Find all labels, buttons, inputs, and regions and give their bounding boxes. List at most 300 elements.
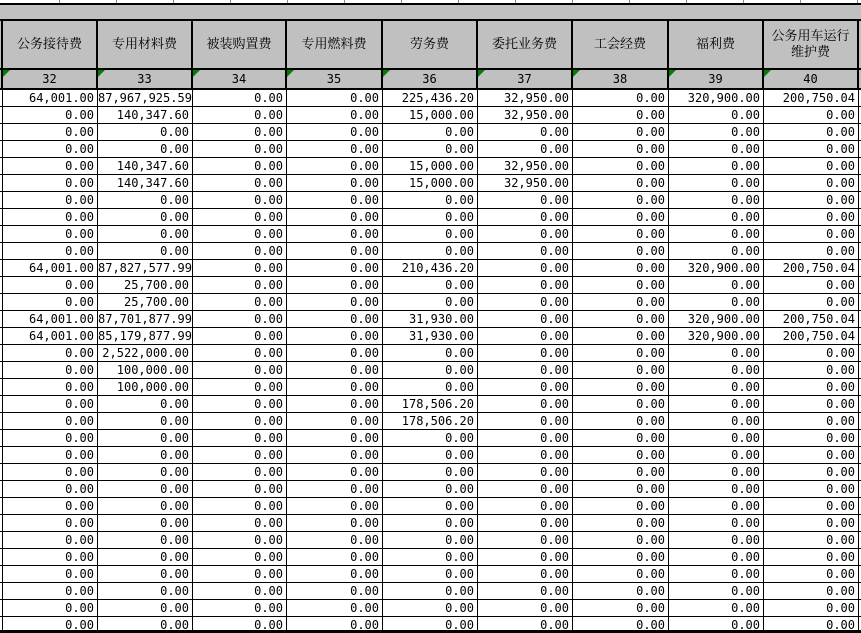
cell[interactable]: 0.00 <box>98 447 193 463</box>
cell[interactable]: 0.00 <box>478 600 573 616</box>
cell[interactable]: 0.00 <box>383 515 478 531</box>
cell[interactable]: 140,347.60 <box>98 175 193 191</box>
cell[interactable]: 0.00 <box>764 209 859 225</box>
cell[interactable]: 0.00 <box>764 141 859 157</box>
cell[interactable]: 0.00 <box>3 107 98 123</box>
cell[interactable]: 0.00 <box>669 294 764 310</box>
cell[interactable]: 0.00 <box>573 464 669 480</box>
cell[interactable]: 0.00 <box>573 549 669 565</box>
cell[interactable]: 0.00 <box>573 192 669 208</box>
cell[interactable]: 0.00 <box>669 362 764 378</box>
cell[interactable]: 0.00 <box>478 617 573 630</box>
cell[interactable]: 0.00 <box>764 277 859 293</box>
cell[interactable]: 0.00 <box>478 464 573 480</box>
cell[interactable]: 200,750.04 <box>764 311 859 327</box>
cell[interactable]: 0.00 <box>98 124 193 140</box>
cell[interactable]: 0.00 <box>98 566 193 582</box>
cell[interactable]: 0.00 <box>193 328 287 344</box>
cell[interactable]: 0.00 <box>98 583 193 599</box>
cell[interactable]: 0.00 <box>193 447 287 463</box>
cell[interactable]: 0.00 <box>3 617 98 630</box>
column-header[interactable]: 被装购置费 <box>193 21 287 68</box>
cell[interactable]: 0.00 <box>287 430 383 446</box>
cell[interactable]: 0.00 <box>287 617 383 630</box>
cell[interactable]: 0.00 <box>669 107 764 123</box>
cell[interactable]: 87,967,925.59 <box>98 91 192 105</box>
cell[interactable]: 0.00 <box>478 447 573 463</box>
cell[interactable]: 0.00 <box>383 617 478 630</box>
cell[interactable]: 0.00 <box>764 107 859 123</box>
cell[interactable]: 0.00 <box>478 583 573 599</box>
cell[interactable]: 0.00 <box>478 430 573 446</box>
cell[interactable]: 0.00 <box>573 532 669 548</box>
cell[interactable]: 0.00 <box>764 345 859 361</box>
cell[interactable]: 0.00 <box>478 124 573 140</box>
cell[interactable]: 0.00 <box>573 430 669 446</box>
cell[interactable]: 0.00 <box>193 175 287 191</box>
cell[interactable]: 200,750.04 <box>764 260 859 276</box>
column-code-cell[interactable] <box>573 70 669 88</box>
cell[interactable]: 0.00 <box>3 498 98 514</box>
cell[interactable]: 0.00 <box>193 617 287 630</box>
cell[interactable]: 0.00 <box>669 124 764 140</box>
cell[interactable]: 0.00 <box>573 260 669 276</box>
cell[interactable]: 0.00 <box>478 192 573 208</box>
cell[interactable]: 0.00 <box>383 192 478 208</box>
cell[interactable]: 0.00 <box>287 566 383 582</box>
cell[interactable]: 0.00 <box>573 107 669 123</box>
cell[interactable]: 0.00 <box>3 481 98 497</box>
cell[interactable]: 0.00 <box>193 379 287 395</box>
cell[interactable]: 0.00 <box>383 549 478 565</box>
cell[interactable]: 0.00 <box>3 532 98 548</box>
cell[interactable]: 85,179,877.99 <box>98 329 192 343</box>
cell[interactable]: 0.00 <box>383 277 478 293</box>
cell[interactable]: 0.00 <box>383 226 478 242</box>
cell[interactable]: 0.00 <box>478 396 573 412</box>
cell[interactable]: 0.00 <box>383 532 478 548</box>
column-code-cell[interactable] <box>3 70 98 88</box>
cell[interactable]: 0.00 <box>764 600 859 616</box>
cell[interactable]: 2,522,000.00 <box>98 345 193 361</box>
cell[interactable]: 0.00 <box>193 413 287 429</box>
cell[interactable]: 0.00 <box>764 549 859 565</box>
cell[interactable]: 0.00 <box>287 600 383 616</box>
cell[interactable]: 320,900.00 <box>669 260 764 276</box>
cell[interactable]: 0.00 <box>573 277 669 293</box>
cell[interactable]: 0.00 <box>573 328 669 344</box>
cell[interactable]: 0.00 <box>669 396 764 412</box>
cell[interactable]: 0.00 <box>287 362 383 378</box>
cell[interactable]: 0.00 <box>3 294 98 310</box>
cell[interactable]: 0.00 <box>383 141 478 157</box>
cell[interactable]: 0.00 <box>764 192 859 208</box>
cell[interactable]: 0.00 <box>573 396 669 412</box>
cell[interactable]: 64,001.00 <box>3 328 98 344</box>
cell[interactable]: 0.00 <box>478 226 573 242</box>
cell[interactable]: 0.00 <box>764 362 859 378</box>
cell[interactable]: 0.00 <box>193 515 287 531</box>
cell[interactable]: 0.00 <box>573 311 669 327</box>
cell[interactable]: 0.00 <box>287 90 383 106</box>
column-header[interactable]: 工会经费 <box>573 21 669 68</box>
cell[interactable]: 0.00 <box>573 90 669 106</box>
cell[interactable]: 0.00 <box>98 481 193 497</box>
cell[interactable]: 0.00 <box>764 175 859 191</box>
cell[interactable]: 0.00 <box>669 515 764 531</box>
cell[interactable]: 0.00 <box>764 294 859 310</box>
cell[interactable]: 0.00 <box>193 277 287 293</box>
cell[interactable]: 0.00 <box>573 617 669 630</box>
cell[interactable]: 0.00 <box>3 243 98 259</box>
cell[interactable]: 0.00 <box>3 175 98 191</box>
cell[interactable]: 0.00 <box>764 498 859 514</box>
cell[interactable]: 0.00 <box>98 226 193 242</box>
cell[interactable]: 0.00 <box>669 566 764 582</box>
cell[interactable]: 0.00 <box>478 141 573 157</box>
cell[interactable]: 0.00 <box>287 141 383 157</box>
cell[interactable]: 0.00 <box>573 481 669 497</box>
column-code-cell[interactable] <box>193 70 287 88</box>
cell[interactable]: 0.00 <box>573 498 669 514</box>
cell[interactable]: 0.00 <box>478 294 573 310</box>
cell[interactable]: 0.00 <box>573 379 669 395</box>
cell[interactable]: 0.00 <box>287 345 383 361</box>
cell[interactable]: 0.00 <box>669 277 764 293</box>
cell[interactable]: 0.00 <box>287 260 383 276</box>
cell[interactable]: 87,827,577.99 <box>98 261 192 275</box>
cell[interactable]: 0.00 <box>193 481 287 497</box>
cell[interactable]: 0.00 <box>478 260 573 276</box>
cell[interactable]: 0.00 <box>669 600 764 616</box>
cell[interactable]: 0.00 <box>193 209 287 225</box>
cell[interactable]: 0.00 <box>287 107 383 123</box>
cell[interactable]: 0.00 <box>478 549 573 565</box>
cell[interactable]: 0.00 <box>193 311 287 327</box>
cell[interactable]: 0.00 <box>193 396 287 412</box>
column-code-cell[interactable] <box>287 70 383 88</box>
cell[interactable]: 140,347.60 <box>98 158 193 174</box>
cell[interactable]: 0.00 <box>764 413 859 429</box>
cell[interactable]: 0.00 <box>193 430 287 446</box>
cell[interactable]: 0.00 <box>764 226 859 242</box>
cell[interactable]: 0.00 <box>383 498 478 514</box>
cell[interactable]: 0.00 <box>287 583 383 599</box>
cell[interactable]: 320,900.00 <box>669 90 764 106</box>
column-header[interactable]: 劳务费 <box>383 21 478 68</box>
cell[interactable]: 0.00 <box>478 379 573 395</box>
cell[interactable]: 0.00 <box>573 413 669 429</box>
cell[interactable]: 0.00 <box>383 583 478 599</box>
cell[interactable]: 32,950.00 <box>478 107 573 123</box>
cell[interactable]: 0.00 <box>3 379 98 395</box>
cell[interactable]: 0.00 <box>478 532 573 548</box>
cell[interactable]: 0.00 <box>287 294 383 310</box>
cell[interactable]: 0.00 <box>669 413 764 429</box>
cell[interactable]: 100,000.00 <box>98 362 193 378</box>
cell[interactable]: 0.00 <box>478 515 573 531</box>
column-code-cell[interactable] <box>98 70 193 88</box>
cell[interactable]: 0.00 <box>669 226 764 242</box>
cell[interactable]: 0.00 <box>383 464 478 480</box>
cell[interactable]: 0.00 <box>3 430 98 446</box>
cell[interactable]: 0.00 <box>764 566 859 582</box>
cell[interactable]: 0.00 <box>193 192 287 208</box>
cell[interactable]: 0.00 <box>383 362 478 378</box>
cell[interactable]: 0.00 <box>3 515 98 531</box>
cell[interactable]: 0.00 <box>573 515 669 531</box>
cell[interactable]: 0.00 <box>383 430 478 446</box>
cell[interactable]: 0.00 <box>287 379 383 395</box>
cell[interactable]: 0.00 <box>573 141 669 157</box>
cell[interactable]: 0.00 <box>98 549 193 565</box>
column-header[interactable]: 公务接待费 <box>3 21 98 68</box>
cell[interactable]: 0.00 <box>3 158 98 174</box>
cell[interactable]: 0.00 <box>573 345 669 361</box>
cell[interactable]: 0.00 <box>193 549 287 565</box>
cell[interactable]: 0.00 <box>669 243 764 259</box>
cell[interactable]: 0.00 <box>193 600 287 616</box>
cell[interactable]: 0.00 <box>3 413 98 429</box>
cell[interactable]: 0.00 <box>669 158 764 174</box>
cell[interactable]: 0.00 <box>287 481 383 497</box>
cell[interactable]: 0.00 <box>573 209 669 225</box>
cell[interactable]: 0.00 <box>193 532 287 548</box>
cell[interactable]: 0.00 <box>764 243 859 259</box>
column-header[interactable]: 委托业务费 <box>478 21 573 68</box>
cell[interactable]: 320,900.00 <box>669 311 764 327</box>
cell[interactable]: 0.00 <box>193 345 287 361</box>
cell[interactable]: 0.00 <box>573 447 669 463</box>
cell[interactable]: 0.00 <box>98 192 193 208</box>
cell[interactable]: 0.00 <box>287 192 383 208</box>
cell[interactable]: 0.00 <box>573 362 669 378</box>
cell[interactable]: 0.00 <box>98 617 193 630</box>
cell[interactable]: 0.00 <box>3 141 98 157</box>
cell[interactable]: 0.00 <box>669 141 764 157</box>
cell[interactable]: 0.00 <box>3 192 98 208</box>
column-code-cell[interactable] <box>383 70 478 88</box>
cell[interactable]: 0.00 <box>193 294 287 310</box>
cell[interactable]: 0.00 <box>287 532 383 548</box>
cell[interactable]: 0.00 <box>3 124 98 140</box>
cell[interactable]: 0.00 <box>193 464 287 480</box>
cell[interactable]: 0.00 <box>98 413 193 429</box>
cell[interactable]: 0.00 <box>478 362 573 378</box>
cell[interactable]: 100,000.00 <box>98 379 193 395</box>
cell[interactable]: 0.00 <box>383 600 478 616</box>
cell[interactable]: 0.00 <box>3 345 98 361</box>
cell[interactable]: 0.00 <box>3 583 98 599</box>
cell[interactable]: 200,750.04 <box>764 90 859 106</box>
cell[interactable]: 0.00 <box>98 243 193 259</box>
cell[interactable]: 0.00 <box>764 447 859 463</box>
cell[interactable]: 0.00 <box>573 243 669 259</box>
cell[interactable]: 0.00 <box>573 294 669 310</box>
cell[interactable]: 0.00 <box>193 226 287 242</box>
merged-title-row[interactable] <box>0 5 861 19</box>
cell[interactable]: 0.00 <box>669 549 764 565</box>
cell[interactable]: 0.00 <box>3 549 98 565</box>
cell[interactable]: 0.00 <box>98 532 193 548</box>
cell[interactable]: 0.00 <box>383 124 478 140</box>
cell[interactable]: 0.00 <box>3 277 98 293</box>
cell[interactable]: 0.00 <box>3 447 98 463</box>
cell[interactable]: 0.00 <box>98 515 193 531</box>
cell[interactable]: 0.00 <box>669 583 764 599</box>
cell[interactable]: 0.00 <box>669 498 764 514</box>
cell[interactable]: 0.00 <box>98 430 193 446</box>
cell[interactable]: 0.00 <box>287 277 383 293</box>
cell[interactable]: 0.00 <box>478 413 573 429</box>
cell[interactable]: 0.00 <box>193 158 287 174</box>
cell[interactable]: 0.00 <box>764 532 859 548</box>
cell[interactable]: 0.00 <box>669 430 764 446</box>
cell[interactable]: 0.00 <box>193 498 287 514</box>
cell[interactable]: 0.00 <box>287 396 383 412</box>
cell[interactable]: 0.00 <box>764 515 859 531</box>
cell[interactable]: 0.00 <box>764 464 859 480</box>
cell[interactable]: 0.00 <box>764 617 859 630</box>
cell[interactable]: 0.00 <box>287 209 383 225</box>
cell[interactable]: 0.00 <box>98 600 193 616</box>
cell[interactable]: 0.00 <box>287 413 383 429</box>
cell[interactable]: 320,900.00 <box>669 328 764 344</box>
cell[interactable]: 0.00 <box>383 379 478 395</box>
cell[interactable]: 178,506.20 <box>383 413 478 429</box>
cell[interactable]: 0.00 <box>287 328 383 344</box>
cell[interactable]: 178,506.20 <box>383 396 478 412</box>
cell[interactable]: 0.00 <box>3 226 98 242</box>
cell[interactable]: 0.00 <box>287 498 383 514</box>
cell[interactable]: 0.00 <box>383 481 478 497</box>
cell[interactable]: 0.00 <box>287 226 383 242</box>
cell[interactable]: 0.00 <box>193 141 287 157</box>
cell[interactable]: 0.00 <box>3 209 98 225</box>
cell[interactable]: 0.00 <box>3 566 98 582</box>
cell[interactable]: 0.00 <box>98 141 193 157</box>
cell[interactable]: 0.00 <box>669 464 764 480</box>
cell[interactable]: 0.00 <box>478 209 573 225</box>
cell[interactable]: 0.00 <box>764 379 859 395</box>
cell[interactable]: 0.00 <box>287 243 383 259</box>
cell[interactable]: 0.00 <box>764 583 859 599</box>
cell[interactable]: 0.00 <box>478 311 573 327</box>
cell[interactable]: 0.00 <box>98 396 193 412</box>
cell[interactable]: 0.00 <box>669 481 764 497</box>
cell[interactable]: 31,930.00 <box>383 328 478 344</box>
column-code-cell[interactable] <box>478 70 573 88</box>
cell[interactable]: 0.00 <box>764 430 859 446</box>
cell[interactable]: 0.00 <box>193 243 287 259</box>
cell[interactable]: 32,950.00 <box>478 158 573 174</box>
cell[interactable]: 0.00 <box>193 362 287 378</box>
cell[interactable]: 0.00 <box>669 447 764 463</box>
cell[interactable]: 0.00 <box>669 379 764 395</box>
cell[interactable]: 0.00 <box>287 175 383 191</box>
cell[interactable]: 0.00 <box>573 158 669 174</box>
cell[interactable]: 0.00 <box>383 447 478 463</box>
cell[interactable]: 0.00 <box>478 345 573 361</box>
cell[interactable]: 0.00 <box>287 464 383 480</box>
cell[interactable]: 0.00 <box>573 226 669 242</box>
cell[interactable]: 0.00 <box>764 481 859 497</box>
cell[interactable]: 15,000.00 <box>383 175 478 191</box>
cell[interactable]: 0.00 <box>193 260 287 276</box>
cell[interactable]: 0.00 <box>669 617 764 630</box>
cell[interactable]: 0.00 <box>383 294 478 310</box>
cell[interactable]: 0.00 <box>669 209 764 225</box>
column-header[interactable]: 福利费 <box>669 21 764 68</box>
cell[interactable]: 0.00 <box>287 447 383 463</box>
cell[interactable]: 32,950.00 <box>478 90 573 106</box>
cell[interactable]: 0.00 <box>383 209 478 225</box>
cell[interactable]: 0.00 <box>193 107 287 123</box>
cell[interactable]: 0.00 <box>478 277 573 293</box>
cell[interactable]: 0.00 <box>764 158 859 174</box>
cell[interactable]: 0.00 <box>3 464 98 480</box>
cell[interactable]: 0.00 <box>3 362 98 378</box>
cell[interactable]: 0.00 <box>669 345 764 361</box>
cell[interactable]: 0.00 <box>193 90 287 106</box>
cell[interactable]: 0.00 <box>764 124 859 140</box>
cell[interactable]: 0.00 <box>3 600 98 616</box>
cell[interactable]: 0.00 <box>573 600 669 616</box>
cell[interactable]: 0.00 <box>287 549 383 565</box>
cell[interactable]: 0.00 <box>3 396 98 412</box>
cell[interactable]: 0.00 <box>669 175 764 191</box>
cell[interactable]: 0.00 <box>193 583 287 599</box>
cell[interactable]: 15,000.00 <box>383 158 478 174</box>
cell[interactable]: 225,436.20 <box>383 90 478 106</box>
column-header[interactable]: 专用材料费 <box>98 21 193 68</box>
cell[interactable]: 25,700.00 <box>98 277 193 293</box>
cell[interactable]: 0.00 <box>383 243 478 259</box>
cell[interactable]: 0.00 <box>573 124 669 140</box>
cell[interactable]: 0.00 <box>383 566 478 582</box>
cell[interactable]: 64,001.00 <box>3 90 98 106</box>
cell[interactable]: 25,700.00 <box>98 294 193 310</box>
cell[interactable]: 0.00 <box>287 158 383 174</box>
cell[interactable]: 0.00 <box>287 311 383 327</box>
cell[interactable]: 0.00 <box>478 481 573 497</box>
cell[interactable]: 0.00 <box>669 192 764 208</box>
cell[interactable]: 0.00 <box>287 515 383 531</box>
cell[interactable]: 31,930.00 <box>383 311 478 327</box>
cell[interactable]: 0.00 <box>98 209 193 225</box>
column-header[interactable]: 专用燃料费 <box>287 21 383 68</box>
column-code-cell[interactable] <box>764 70 859 88</box>
cell[interactable]: 64,001.00 <box>3 311 98 327</box>
cell[interactable]: 0.00 <box>478 243 573 259</box>
cell[interactable]: 0.00 <box>573 566 669 582</box>
cell[interactable]: 0.00 <box>98 464 193 480</box>
cell[interactable]: 64,001.00 <box>3 260 98 276</box>
column-header[interactable]: 公务用车运行维护费 <box>764 21 859 68</box>
cell[interactable]: 200,750.04 <box>764 328 859 344</box>
cell[interactable]: 0.00 <box>573 583 669 599</box>
cell[interactable]: 0.00 <box>478 498 573 514</box>
cell[interactable]: 0.00 <box>478 328 573 344</box>
cell[interactable]: 210,436.20 <box>383 260 478 276</box>
cell[interactable]: 0.00 <box>764 396 859 412</box>
column-code-cell[interactable] <box>669 70 764 88</box>
cell[interactable]: 0.00 <box>669 532 764 548</box>
cell[interactable]: 15,000.00 <box>383 107 478 123</box>
cell[interactable]: 0.00 <box>98 498 193 514</box>
cell[interactable]: 0.00 <box>573 175 669 191</box>
cell[interactable]: 0.00 <box>193 124 287 140</box>
